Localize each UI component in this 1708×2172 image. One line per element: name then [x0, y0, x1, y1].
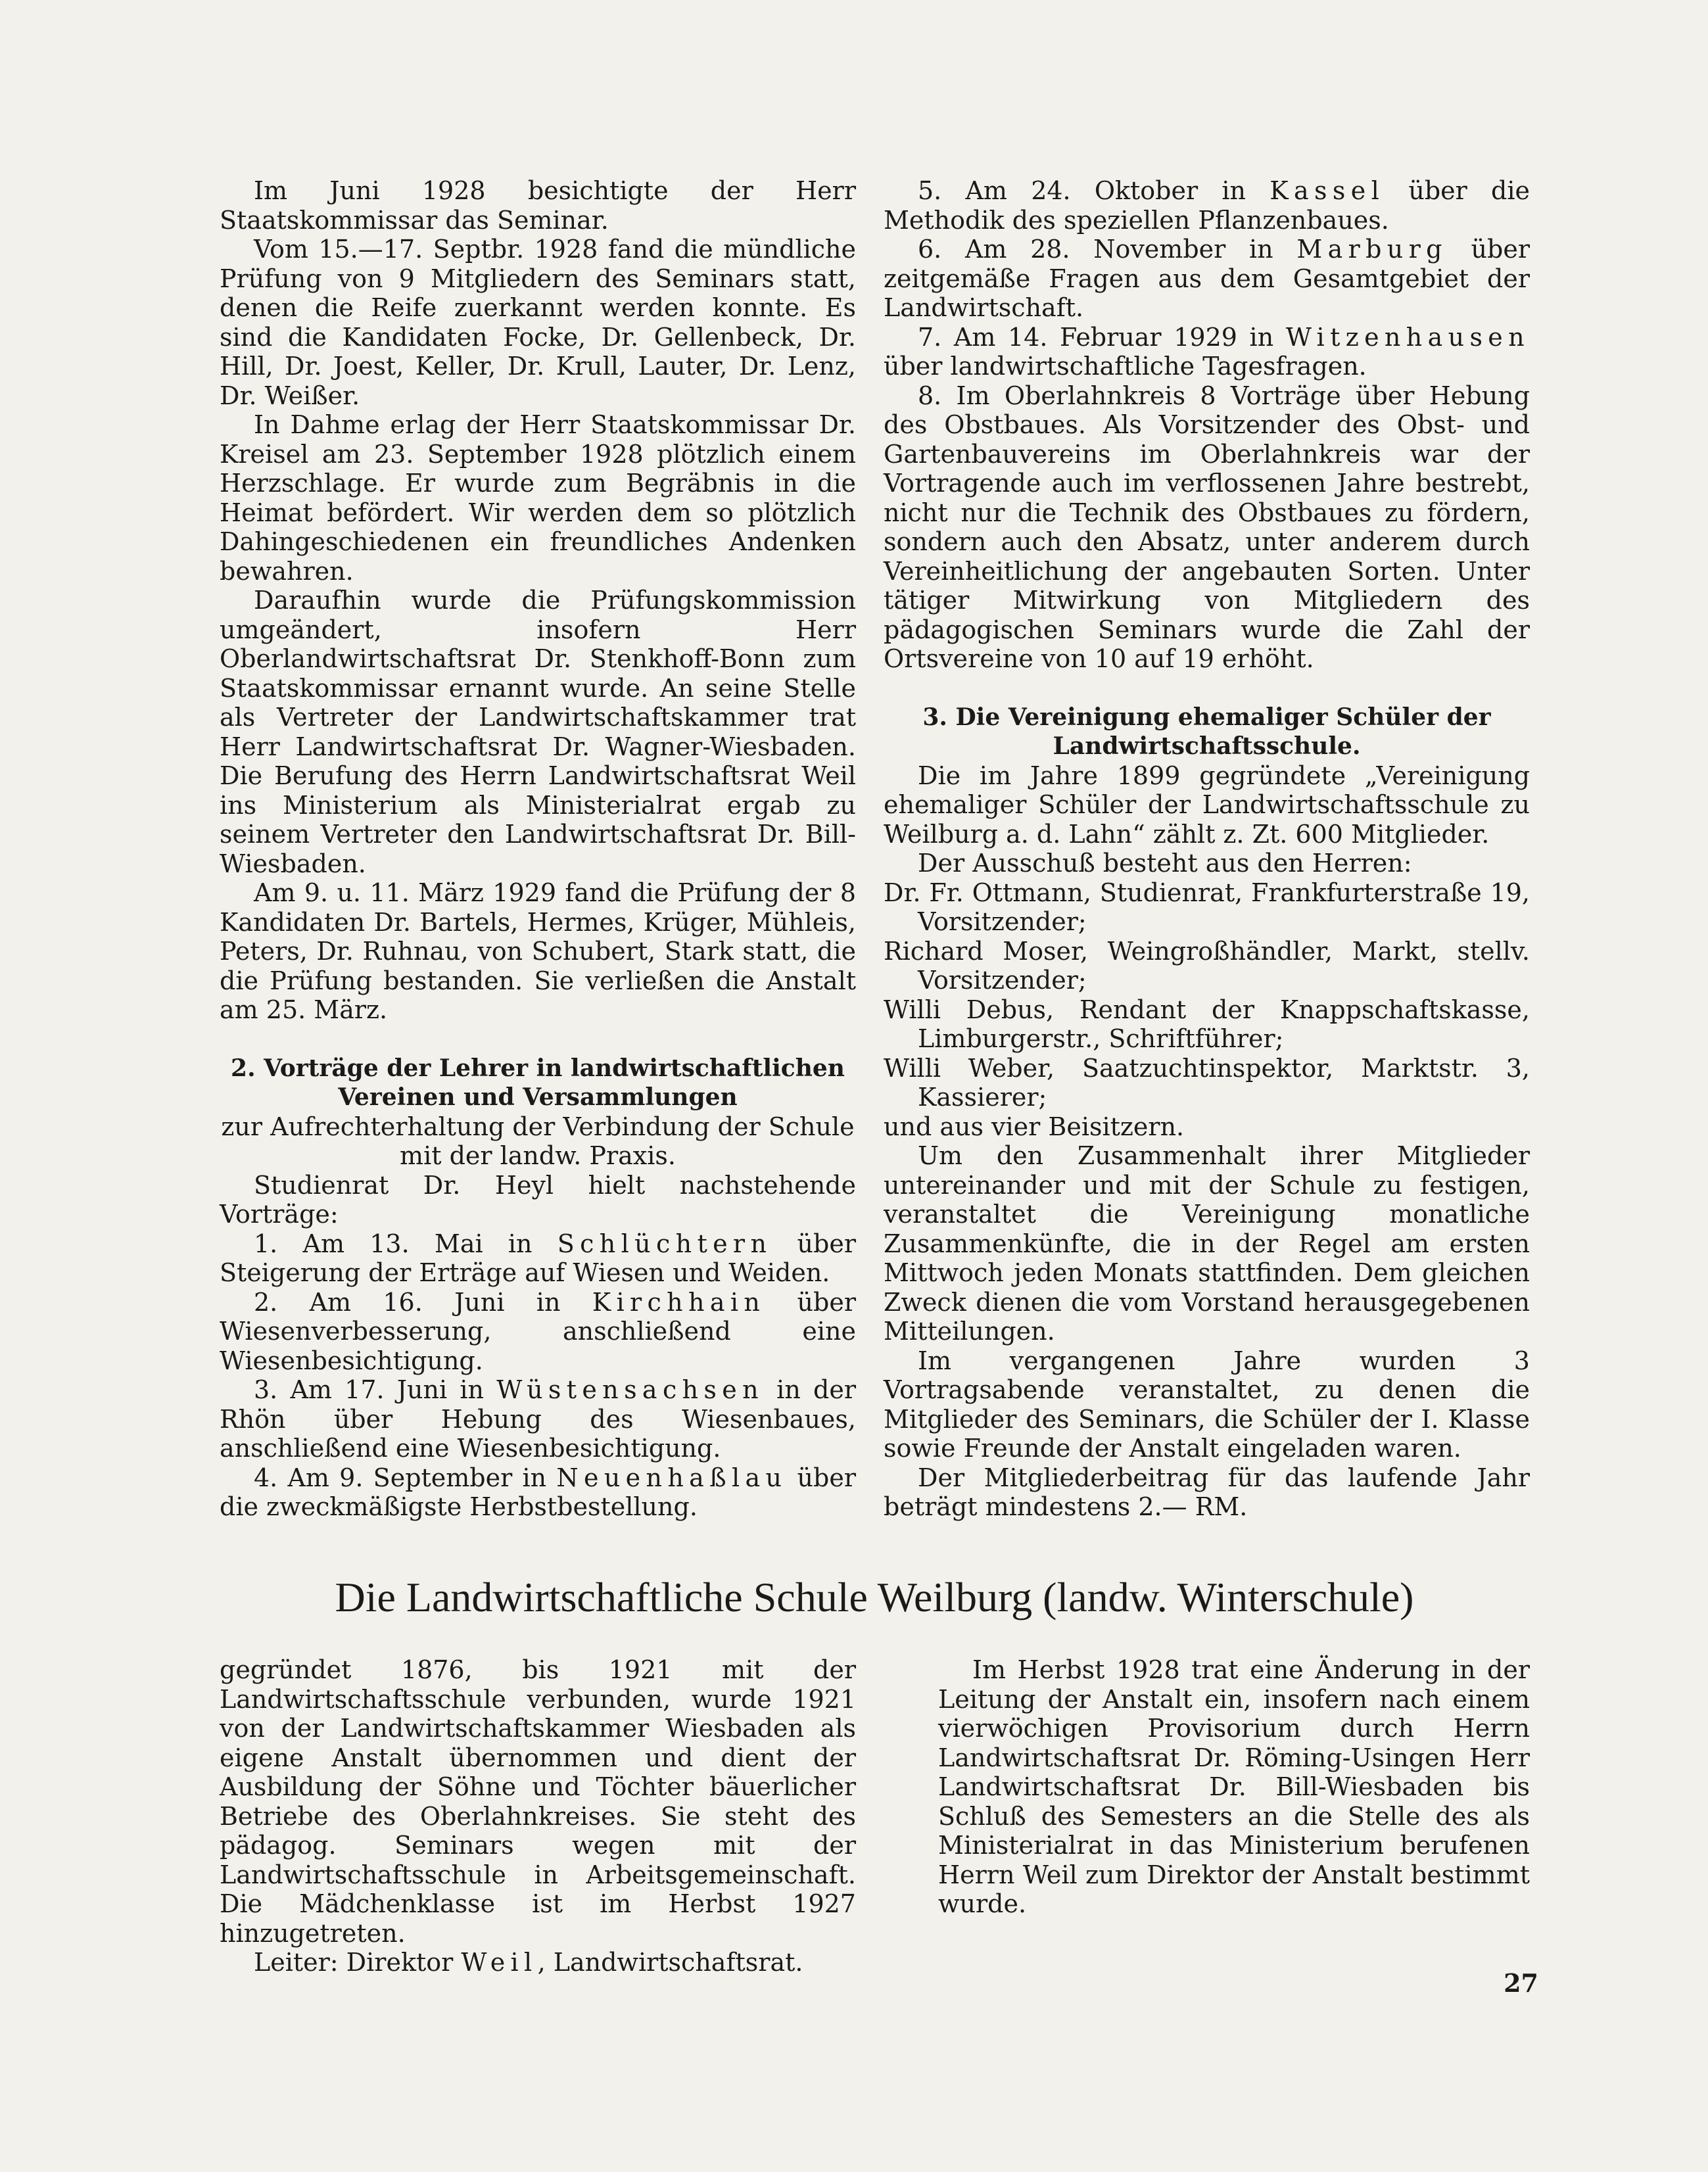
committee-member: Willi Debus, Rendant der Knappschaftskasse, Limburgerstr., Schriftführer; — [884, 995, 1530, 1053]
lecture-item-3: 3. Am 17. Juni in Wüstensachsen in der Rhön über Hebung des Wiesenbaues, anschließend eine Wiesenbesichtigung. — [220, 1375, 856, 1463]
committee-member: Willi Weber, Saatzuchtinspektor, Marktstr. 3, Kassierer; — [884, 1053, 1530, 1112]
lecture-item-7: 7. Am 14. Februar 1929 in Witzenhausen über landwirtschaftliche Tagesfragen. — [884, 322, 1530, 381]
section-2-intro: Studienrat Dr. Heyl hielt nachstehende Vorträge: — [220, 1170, 856, 1229]
left-column — [220, 176, 856, 1522]
leader-name: Weil — [461, 1948, 538, 1977]
committee-member: Richard Moser, Weingroßhändler, Markt, stellv. Vorsitzender; — [884, 936, 1530, 995]
paragraph-march-exam: Am 9. u. 11. März 1929 fand die Prüfung der 8 Kandidaten Dr. Bartels, Hermes, Krüger, Mühleis, Peters, Dr. Ruhnau, von Schubert, Stark statt, die die Prüfung bestanden. Sie verließen die Anstalt am 25. März. — [220, 878, 856, 1024]
section-2-subheading: zur Aufrechterhaltung der Verbindung der Schule mit der landw. Praxis. — [221, 1112, 855, 1170]
section-3-founding: Die im Jahre 1899 gegründete „Vereinigung ehemaliger Schüler der Landwirtschaftsschule zu Weilburg a. d. Lahn“ zählt z. Zt. 600 Mitglieder. — [884, 761, 1530, 849]
committee-member: Dr. Fr. Ottmann, Studienrat, Frankfurterstraße 19, Vorsitzender; — [884, 878, 1530, 936]
school-leader: Leiter: Direktor Weil, Landwirtschaftsrat. — [254, 1948, 803, 1977]
section-3-meetings: Um den Zusammenhalt ihrer Mitglieder untereinander und mit der Schule zu festigen, veranstaltet die Vereinigung monatliche Zusammenkünfte, die in der Regel am ersten Mittwoch jeden Monats stattfinden. Dem gleichen Zweck dienen die vom Vorstand herausgegebenen Mitteilungen. — [884, 1141, 1530, 1346]
section-3-lectures: Im vergangenen Jahre wurden 3 Vortragsabende veranstaltet, zu denen die Mitglieder des Seminars, die Schüler der I. Klasse sowie Freunde der Anstalt eingeladen waren. — [884, 1346, 1530, 1463]
place-name: Marburg — [1296, 235, 1448, 264]
section-3-heading: 3. Die Vereinigung ehemaliger Schüler der Landwirtschaftsschule. — [922, 703, 1491, 760]
section-3-committee-intro: Der Ausschuß besteht aus den Herren: — [918, 849, 1412, 878]
lecture-item-4: 4. Am 9. September in Neuenhaßlau über die zweckmäßigste Herbstbestellung. — [220, 1463, 856, 1521]
place-name: Witzenhausen — [1285, 322, 1530, 352]
lecture-item-2: 2. Am 16. Juni in Kirchhain über Wiesenverbesserung, anschließend eine Wiesenbesichtigung. — [220, 1287, 856, 1375]
place-name: Neuenhaßlau — [556, 1463, 788, 1492]
section-3-fee: Der Mitgliederbeitrag für das laufende Jahr beträgt mindestens 2.— RM. — [884, 1463, 1530, 1521]
right-column — [884, 176, 1530, 1522]
leadership-change: Im Herbst 1928 trat eine Änderung in der Leitung der Anstalt ein, insofern nach einem vierwöchigen Provisorium durch Herrn Landwirtschaftsrat Dr. Röming-Usingen Herr Landwirtschaftsrat Dr. Bill-Wiesbaden bis Schluß des Semesters an die Stelle des als Ministerialrat in das Ministerium berufenen Herrn Weil zum Direktor der Anstalt bestimmt wurde. — [938, 1655, 1530, 1918]
lecture-item-1: 1. Am 13. Mai in Schlüchtern über Steigerung der Erträge auf Wiesen und Weiden. — [220, 1229, 856, 1287]
paragraph-commission-change: Daraufhin wurde die Prüfungskommission umgeändert, insofern Herr Oberlandwirtschaftsrat Dr. Stenkhoff-Bonn zum Staatskommissar ernannt wurde. An seine Stelle als Vertreter der Landwirtschaftskammer trat Herr Landwirtschaftsrat Dr. Wagner-Wiesbaden. Die Berufung des Herrn Landwirtschaftsrat Weil ins Ministerium als Ministerialrat ergab zu seinem Vertreter den Landwirtschaftsrat Dr. Bill-Wiesbaden. — [220, 586, 856, 878]
committee-end: und aus vier Beisitzern. — [884, 1112, 1185, 1141]
bottom-right-column — [938, 1655, 1530, 1919]
place-name: Schlüchtern — [557, 1229, 772, 1258]
section-2-heading: 2. Vorträge der Lehrer in landwirtschaftlichen Vereinen und Versammlungen — [231, 1054, 845, 1111]
school-history: gegründet 1876, bis 1921 mit der Landwirtschaftsschule verbunden, wurde 1921 von der Landwirtschaftskammer Wiesbaden als eigene Anstalt übernommen und dient der Ausbildung der Söhne und Töchter bäuerlicher Betriebe des Oberlahnkreises. Sie steht des pädagog. Seminars wegen mit der Landwirtschaftsschule in Arbeitsgemeinschaft. Die Mädchenklasse ist im Herbst 1927 hinzugetreten. — [220, 1655, 856, 1948]
place-name: Kirchhain — [592, 1287, 766, 1317]
bottom-left-column — [220, 1655, 856, 1977]
page-number: 27 — [1504, 1968, 1538, 1998]
place-name: Wüstensachsen — [496, 1375, 764, 1404]
lecture-item-6: 6. Am 28. November in Marburg über zeitgemäße Fragen aus dem Gesamtgebiet der Landwirtschaft. — [884, 235, 1530, 322]
paragraph-oral-exam: Vom 15.—17. Septbr. 1928 fand die mündliche Prüfung von 9 Mitgliedern des Seminars statt, denen die Reife zuerkannt werden konnte. Es sind die Kandidaten Focke, Dr. Gellenbeck, Dr. Hill, Dr. Joest, Keller, Dr. Krull, Lauter, Dr. Lenz, Dr. Weißer. — [220, 235, 856, 410]
paragraph-inspection: Im Juni 1928 besichtigte der Herr Staatskommissar das Seminar. — [220, 176, 856, 235]
lecture-item-5: 5. Am 24. Oktober in Kassel über die Methodik des speziellen Pflanzenbaues. — [884, 176, 1530, 235]
paragraph-obituary: In Dahme erlag der Herr Staatskommissar Dr. Kreisel am 23. September 1928 plötzlich einem Herzschlage. Er wurde zum Begräbnis in die Heimat befördert. Wir werden dem so plötzlich Dahingeschiedenen ein freundliches Andenken bewahren. — [220, 410, 856, 586]
place-name: Kassel — [1269, 176, 1385, 205]
section-title: Die Landwirtschaftliche Schule Weilburg (landw. Winterschule) — [335, 1574, 1414, 1620]
lecture-item-8: 8. Im Oberlahnkreis 8 Vorträge über Hebung des Obstbaues. Als Vorsitzender des Obst- und Gartenbauvereins im Oberlahnkreis war der Vortragende auch im verflossenen Jahre bestrebt, nicht nur die Technik des Obstbaues zu fördern, sondern auch den Absatz, unter anderem durch Vereinheitlichung der angebauten Sorten. Unter tätiger Mitwirkung von Mitgliedern des pädagogischen Seminars wurde die Zahl der Ortsvereine von 10 auf 19 erhöht. — [884, 381, 1530, 673]
